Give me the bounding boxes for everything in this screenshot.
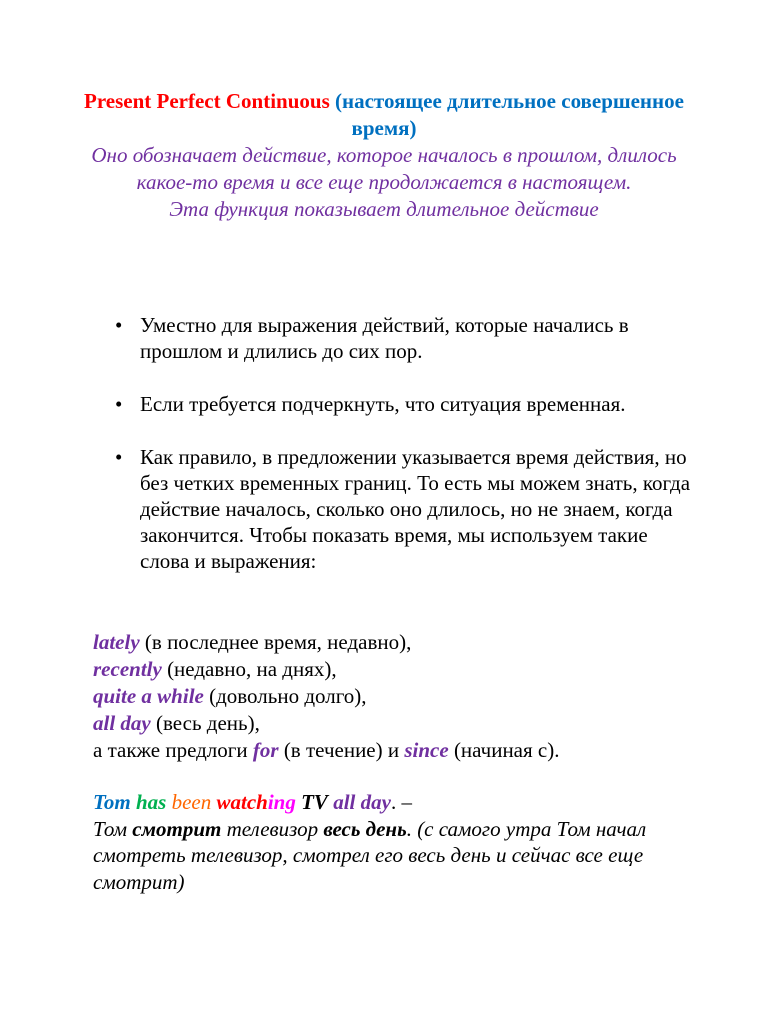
- time-expressions: [93, 629, 733, 764]
- list-item: [93, 444, 693, 574]
- example-verb-stem: watch: [216, 790, 268, 814]
- page-title: [70, 88, 698, 142]
- preposition-since-gloss: (начиная с).: [448, 738, 560, 762]
- example-russian: [93, 816, 733, 896]
- expression-word: quite a while: [93, 684, 204, 708]
- example-aux-has: has: [135, 790, 167, 814]
- expression-gloss: (в последнее время, недавно),: [139, 630, 412, 654]
- example-block: [93, 789, 733, 895]
- title-russian: (настоящее длительное совершенное время): [335, 89, 684, 140]
- prepositions-prefix: а также предлоги: [93, 738, 253, 762]
- list-item: [93, 312, 693, 364]
- intro-paragraph-2: Эта функция показывает длительное действие: [169, 197, 599, 221]
- expression-line: [93, 683, 733, 710]
- example-dash: . –: [390, 790, 412, 814]
- expression-word: lately: [93, 630, 140, 654]
- example-ru-time: весь день: [323, 816, 407, 841]
- example-ru-part: телевизор: [221, 816, 324, 841]
- title-english: Present Perfect Continuous: [84, 89, 330, 113]
- bullet-icon: •: [115, 313, 123, 337]
- preposition-for-gloss: (в течение) и: [278, 738, 405, 762]
- header: [70, 88, 698, 223]
- example-aux-been: been: [171, 790, 212, 814]
- list-item-text: Если требуется подчеркнуть, что ситуация временная.: [140, 392, 626, 416]
- example-ru-part: Том: [93, 816, 133, 841]
- list-item: [93, 391, 693, 417]
- expression-gloss: (довольно долго),: [203, 684, 367, 708]
- expression-line: [93, 710, 733, 737]
- example-english: [93, 789, 733, 816]
- preposition-since: since: [404, 738, 449, 762]
- example-time-marker: all day: [333, 790, 391, 814]
- expression-word: recently: [93, 657, 162, 681]
- expression-gloss: (весь день),: [150, 711, 260, 735]
- example-object: TV: [301, 790, 328, 814]
- expression-line: [93, 629, 733, 656]
- intro-paragraph-1: Оно обозначает действие, которое началось в прошлом, длилось какое-то время и все еще продолжается в настоящем.: [91, 143, 677, 194]
- expression-gloss: (недавно, на днях),: [161, 657, 337, 681]
- usage-list: [93, 312, 693, 601]
- expression-word: all day: [93, 711, 151, 735]
- bullet-icon: •: [115, 445, 123, 469]
- example-ru-part: . (с самого утра Том начал смотреть телевизор, смотрел его весь день и сейчас все еще смотрит): [93, 816, 647, 894]
- prepositions-line: [93, 737, 733, 764]
- intro-text: [70, 142, 698, 223]
- expression-line: [93, 656, 733, 683]
- list-item-text: Уместно для выражения действий, которые начались в прошлом и длились до сих пор.: [140, 313, 629, 363]
- example-verb-ending: ing: [267, 790, 296, 814]
- bullet-icon: •: [115, 392, 123, 416]
- example-subject: Tom: [93, 790, 131, 814]
- preposition-for: for: [252, 738, 279, 762]
- example-ru-verb: смотрит: [132, 816, 222, 841]
- list-item-text: Как правило, в предложении указывается время действия, но без четких временных границ. То есть мы можем знать, когда действие началось, сколько оно длилось, но не знаем, когда закончится. Чтобы показать время, мы используем такие слова и выражения:: [140, 445, 691, 573]
